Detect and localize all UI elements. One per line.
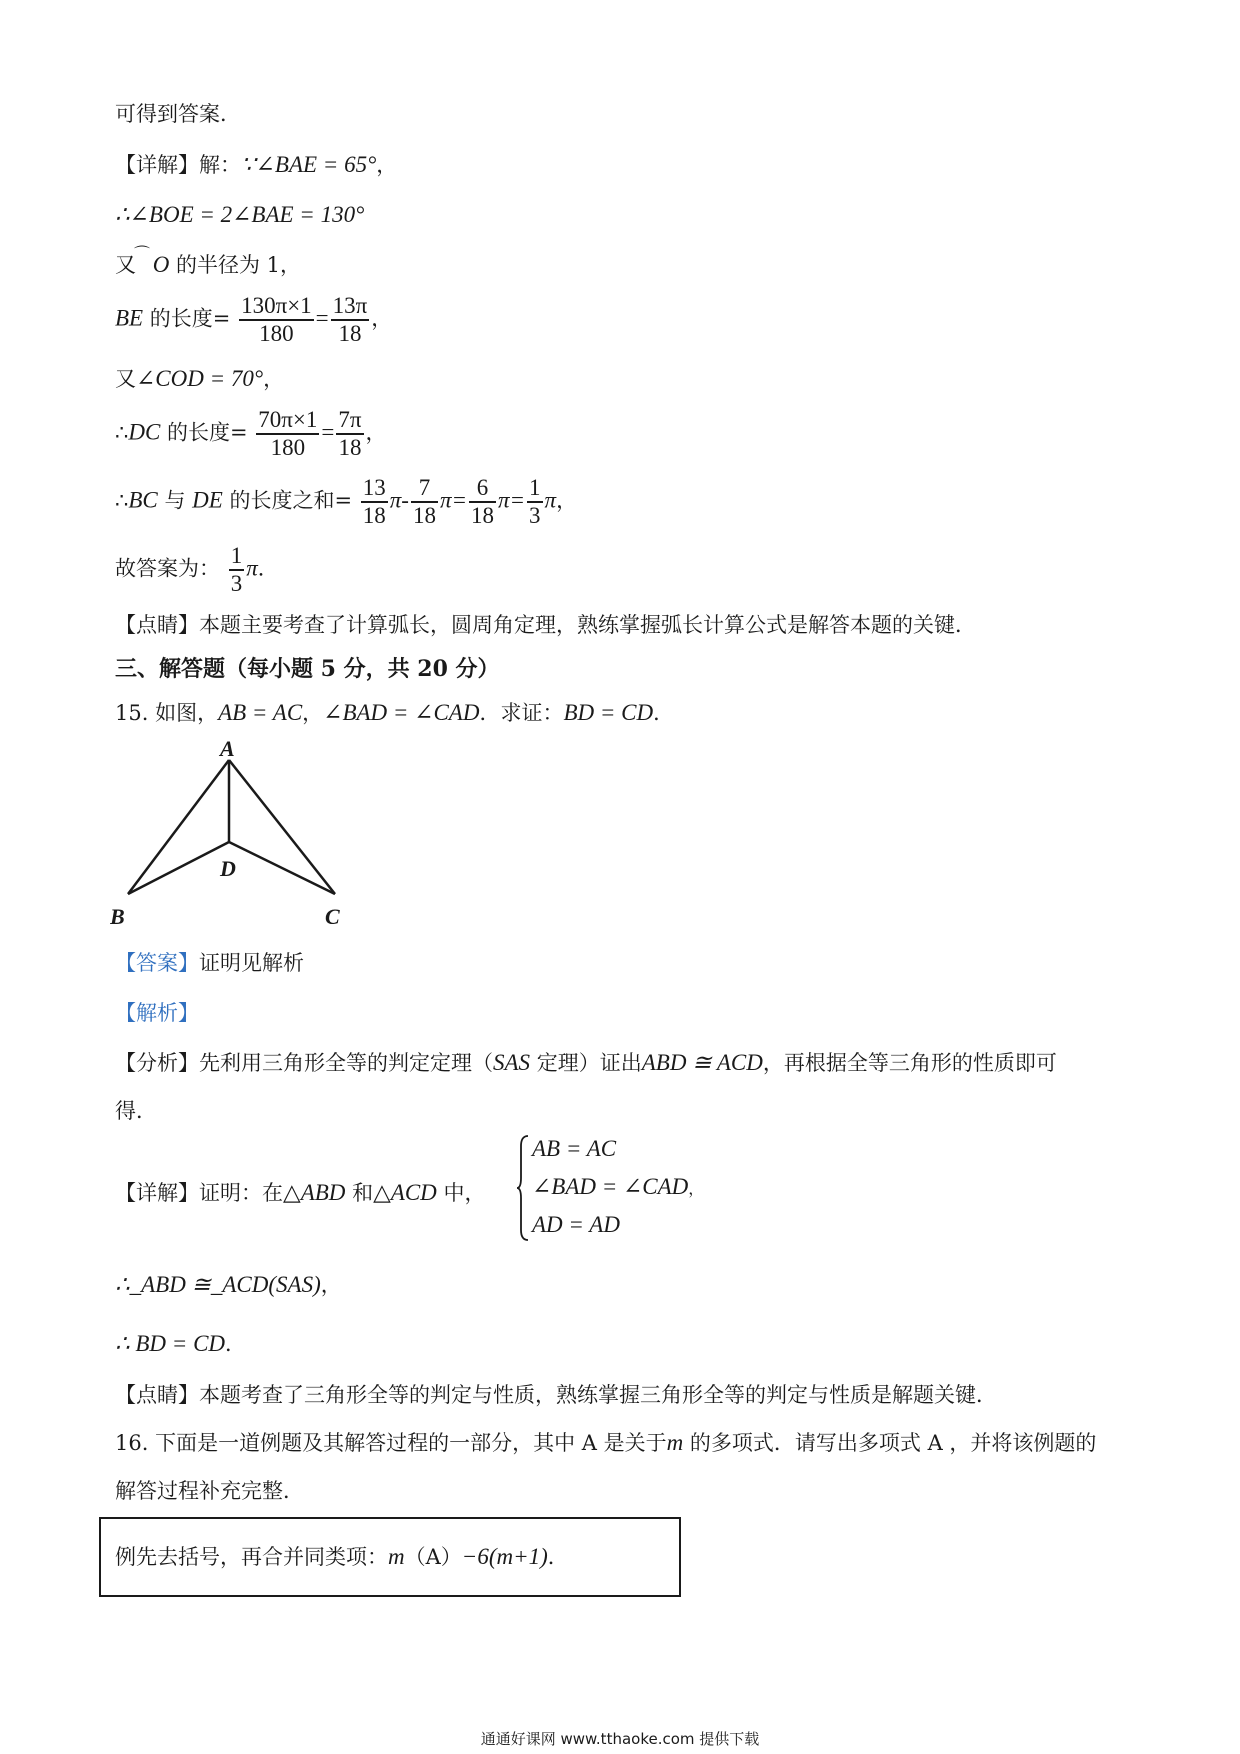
- math-expression: SAS: [493, 1050, 531, 1075]
- text: 例先去括号，再合并同类项：: [115, 1545, 388, 1569]
- therefore-symbol: ∴: [115, 488, 129, 513]
- arc-label: BC: [128, 487, 158, 513]
- section-heading: 三、解答题（每小题 5 分，共 20 分）: [115, 656, 500, 682]
- conclusion-2: [115, 1331, 246, 1357]
- math-line: [115, 202, 364, 228]
- analysis-tag: 【解析】: [115, 1001, 199, 1025]
- arc-label: BE: [115, 305, 144, 331]
- numerator: 7: [411, 475, 438, 503]
- math-expression: AB = AC: [218, 700, 303, 725]
- punctuation: ，: [365, 420, 387, 445]
- dianjing-line: 【点睛】本题考查了三角形全等的判定与性质，熟练掌握三角形全等的判定与性质是解题关键．: [115, 1383, 997, 1407]
- text-line: [115, 366, 284, 392]
- math-expression: ∴ BD = CD: [115, 1331, 226, 1356]
- text: 15. 如图，: [115, 701, 219, 725]
- punctuation: ，: [556, 488, 578, 513]
- answer-text: 证明见解析: [199, 951, 304, 975]
- text: 的长度=: [143, 306, 231, 331]
- math-expression: ABD ≅ ACD: [641, 1050, 763, 1075]
- text: 又: [115, 253, 136, 277]
- text: 定理）证出: [530, 1051, 642, 1075]
- math-expression: △ACD: [373, 1180, 437, 1205]
- math-expression: ∠BAD = ∠CAD: [532, 1174, 689, 1199]
- fraction: [331, 293, 370, 347]
- segment-cd: [229, 842, 335, 894]
- question-16-line-2: 解答过程补充完整．: [115, 1479, 304, 1503]
- analysis-line: [115, 1050, 1057, 1076]
- numerator: 13π: [331, 293, 370, 321]
- label-c: C: [325, 904, 340, 929]
- text: 的长度=: [160, 420, 248, 445]
- detail-label: 【详解】解：: [115, 153, 241, 177]
- text-line: [115, 244, 302, 278]
- math-variable: m: [388, 1544, 405, 1569]
- arc-length-line: [115, 407, 387, 461]
- fraction: [229, 543, 245, 597]
- math-expression: BD = CD: [563, 700, 654, 725]
- text-line: 可得到答案．: [115, 102, 241, 126]
- denominator: 18: [471, 503, 494, 528]
- punctuation: ，: [688, 1179, 705, 1198]
- footer-watermark: 通通好课网 www.tthaoke.com 提供下载: [480, 1730, 760, 1748]
- pi-term: π: [544, 487, 557, 513]
- dianjing-line: 【点睛】本题主要考查了计算弧长，圆周角定理，熟练掌握弧长计算公式是解答本题的关键．: [115, 613, 976, 637]
- punctuation: ．: [653, 701, 675, 725]
- numerator: 1: [229, 543, 245, 571]
- numerator: 1: [527, 475, 543, 503]
- fraction: [411, 475, 438, 529]
- denominator: 18: [362, 503, 386, 528]
- text: 又: [115, 367, 136, 391]
- denominator: 18: [412, 503, 436, 528]
- punctuation: ，: [371, 306, 393, 331]
- numerator: 130π×1: [239, 293, 314, 321]
- segment-ab: [128, 760, 229, 894]
- proof-line: [115, 1180, 485, 1206]
- numerator: 7π: [336, 407, 363, 435]
- equals: =: [315, 305, 329, 331]
- answer-tag: 【答案】: [115, 951, 199, 975]
- punctuation: ，: [376, 153, 398, 177]
- equals: =: [321, 419, 335, 445]
- pi-term: π=: [498, 487, 526, 513]
- denominator: 18: [338, 435, 362, 460]
- fraction: [239, 293, 314, 347]
- text: 的长度之和=: [222, 488, 353, 513]
- fraction: [527, 475, 543, 529]
- system-eq-3: AD = AD: [532, 1212, 620, 1237]
- numerator: 70π×1: [256, 407, 319, 435]
- denominator: 180: [259, 321, 294, 346]
- label-b: B: [110, 904, 125, 929]
- triangle-figure: [110, 738, 370, 938]
- pi-term: π: [246, 555, 258, 581]
- segment-ac: [229, 760, 335, 894]
- math-expression: ∠COD = 70°: [136, 366, 264, 391]
- punctuation: ．: [225, 1332, 247, 1356]
- numerator: 6: [469, 475, 496, 503]
- text: 【详解】证明：在: [115, 1181, 283, 1205]
- arc-label: DC: [128, 419, 161, 445]
- arc-length-line: [115, 293, 392, 347]
- question-15: [115, 700, 674, 726]
- question-16: [115, 1430, 1096, 1456]
- punctuation: ，: [320, 1273, 342, 1297]
- text: 故答案为：: [115, 556, 220, 581]
- text: ，再根据全等三角形的性质即可: [762, 1051, 1057, 1075]
- math-expression: △ABD: [283, 1180, 346, 1205]
- punctuation: ，: [302, 701, 324, 725]
- math-expression: −6(m+1): [461, 1544, 548, 1569]
- denominator: 180: [270, 435, 306, 460]
- answer-line: [115, 543, 279, 597]
- punctuation: ．: [257, 556, 279, 581]
- pi-term: π-: [389, 487, 409, 513]
- circle-o: O: [152, 252, 170, 277]
- arc-symbol: ⌒: [134, 244, 151, 263]
- example-text: [115, 1544, 569, 1570]
- answer-line: [115, 950, 304, 976]
- fraction: [336, 407, 363, 461]
- therefore-symbol: ∴: [115, 420, 129, 445]
- text: ．求证：: [479, 701, 564, 725]
- label-a: A: [220, 738, 235, 761]
- system-eq-1: AB = AC: [532, 1136, 617, 1161]
- analysis-line-2: 得．: [115, 1099, 157, 1123]
- text: 的半径为 1，: [176, 253, 302, 277]
- left-brace: [516, 1134, 530, 1242]
- text: 16. 下面是一道例题及其解答过程的一部分，其中 A 是关于: [115, 1431, 667, 1455]
- text: 与: [157, 488, 193, 513]
- pi-term: π=: [439, 487, 467, 513]
- math-expression: ∴∠BOE = 2∠BAE = 130°: [115, 202, 365, 227]
- denominator: 3: [230, 571, 243, 596]
- math-expression: ∴_ABD ≅_ACD(SAS): [115, 1272, 321, 1297]
- text: 的多项式．请写出多项式 A ，并将该例题的: [683, 1431, 1097, 1455]
- segment-bd: [128, 842, 229, 894]
- fraction: [469, 475, 496, 529]
- punctuation: ，: [263, 367, 285, 391]
- punctuation: ．: [547, 1545, 569, 1569]
- arc-sum-line: [115, 475, 577, 529]
- math-variable: m: [666, 1430, 684, 1455]
- text: 和: [345, 1181, 374, 1205]
- denominator: 18: [338, 321, 362, 346]
- label-d: D: [220, 856, 236, 881]
- text: 中，: [436, 1181, 486, 1205]
- conclusion-1: [115, 1272, 342, 1298]
- numerator: 13: [361, 475, 388, 503]
- text: （A）: [404, 1545, 462, 1569]
- math-expression: ∵∠BAE = 65°: [241, 152, 377, 177]
- math-expression: ∠BAD = ∠CAD: [323, 700, 480, 725]
- arc-label: DE: [192, 487, 223, 513]
- denominator: 3: [529, 503, 541, 528]
- detail-line: [115, 152, 397, 178]
- system-eq-2: [532, 1174, 704, 1200]
- fraction: [361, 475, 388, 529]
- fraction: [256, 407, 319, 461]
- text: 【分析】先利用三角形全等的判定定理（: [115, 1051, 493, 1075]
